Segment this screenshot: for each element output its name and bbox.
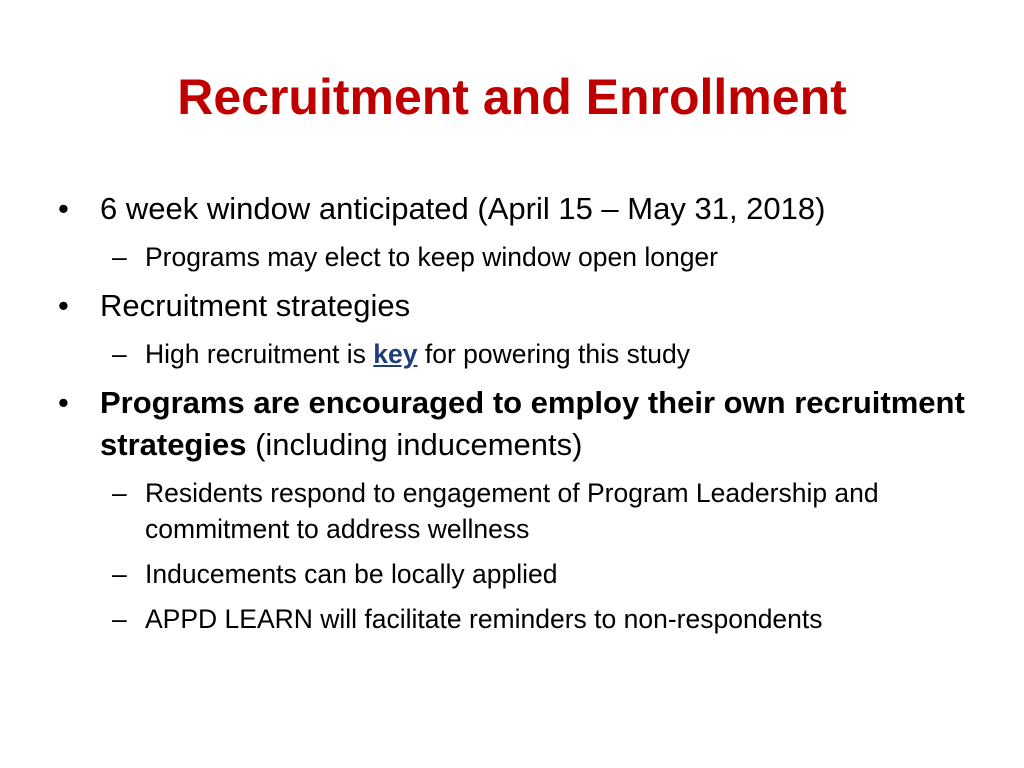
dash-marker: – <box>112 559 127 589</box>
sub-item-window-open <box>56 239 976 275</box>
bullet-text: (including inducements) <box>246 427 583 462</box>
sub-item-residents-respond <box>56 475 976 547</box>
sub-item-high-recruitment <box>56 336 976 372</box>
sub-item-inducements <box>56 556 976 592</box>
dash-marker: – <box>112 242 127 272</box>
dash-marker: – <box>112 604 127 634</box>
slide-title: Recruitment and Enrollment <box>177 69 847 125</box>
bullet-marker: • <box>58 288 69 323</box>
bullet-item-window <box>56 188 976 230</box>
bullet-item-strategies <box>56 285 976 327</box>
sub-item-text: Programs may elect to keep window open longer <box>145 242 718 272</box>
bullet-text: Recruitment strategies <box>100 288 411 323</box>
dash-marker: – <box>112 478 127 508</box>
bullet-marker: • <box>58 191 69 226</box>
bullet-list <box>56 188 976 637</box>
bullet-item-programs <box>56 382 976 466</box>
sub-item-text: Inducements can be locally applied <box>145 559 558 589</box>
sub-item-text: APPD LEARN will facilitate reminders to non-respondents <box>145 604 823 634</box>
bullet-text: 6 week window anticipated (April 15 – May 31, 2018) <box>100 191 826 226</box>
sub-item-text: Residents respond to engagement of Program Leadership and commitment to address wellness <box>145 478 879 544</box>
sub-item-text-before: High recruitment is <box>145 339 374 369</box>
sub-item-reminders <box>56 601 976 637</box>
bullet-bold-text: Programs are encouraged to employ their own recruitment strategies <box>100 385 965 462</box>
key-link[interactable]: key <box>373 339 418 369</box>
dash-marker: – <box>112 339 127 369</box>
bullet-marker: • <box>58 385 69 420</box>
sub-item-text-after: for powering this study <box>417 339 690 369</box>
